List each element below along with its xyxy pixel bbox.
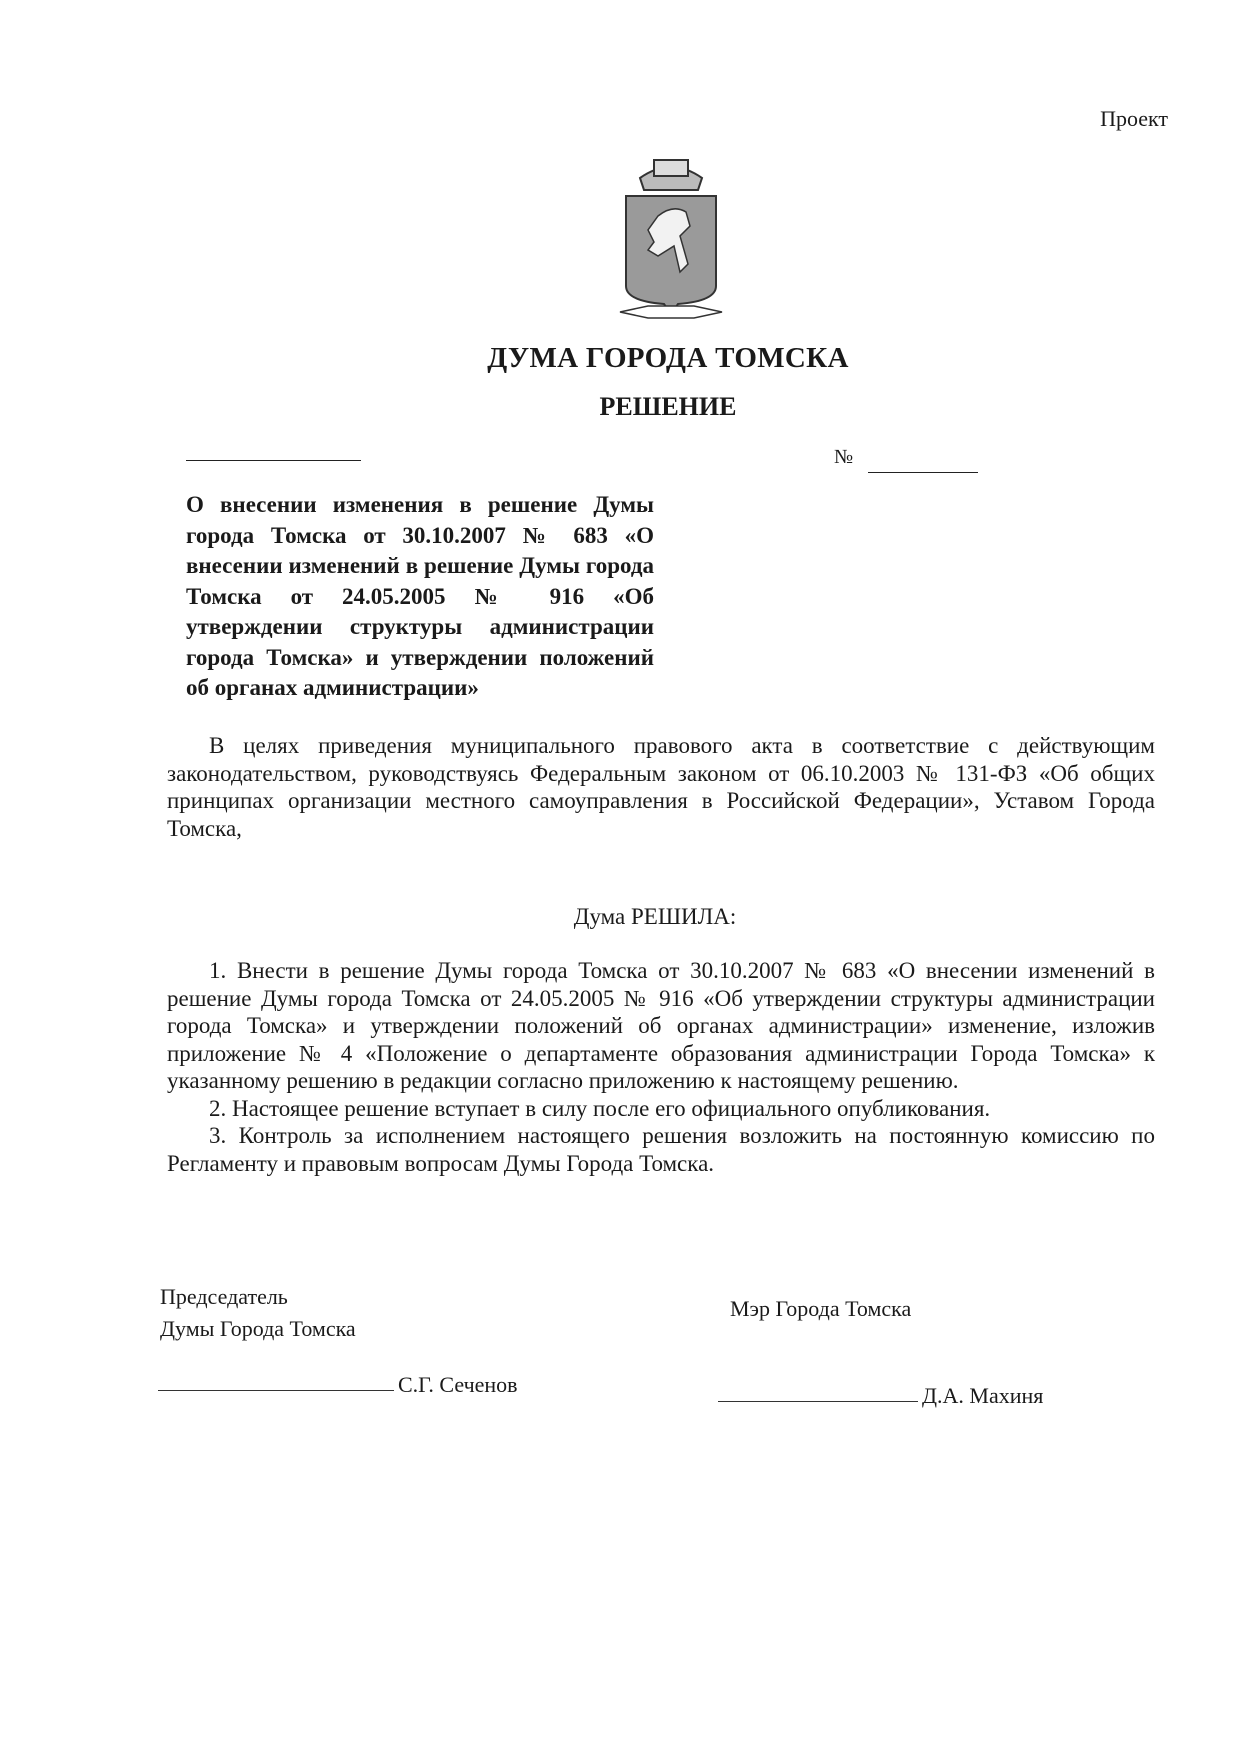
organization-title: ДУМА ГОРОДА ТОМСКА (487, 342, 849, 374)
preamble: В целях приведения муниципального правового акта в соответствие с действующим законодательством, руководствуясь Федеральным законом от 06.10.2003 № 131-ФЗ «Об общих принципах организации местного самоуправления в Российской Федерации», Уставом Города Томска, (167, 733, 1155, 841)
number-label: № (834, 446, 854, 468)
mayor-title: Мэр Города Томска (730, 1296, 912, 1321)
chair-title (160, 1281, 356, 1345)
decision-items (167, 957, 1155, 1177)
mayor-signature-line (718, 1401, 918, 1402)
chair-title-line: Председатель (160, 1284, 288, 1309)
decision-item: 2. Настоящее решение вступает в силу после его официального опубликования. (209, 1095, 991, 1121)
decision-item: 3. Контроль за исполнением настоящего решения возложить на постоянную комиссию по Регламенту и правовым вопросам Думы Города Томска. (167, 1123, 1155, 1176)
chair-name: С.Г. Сеченов (398, 1372, 518, 1397)
date-blank-line (186, 460, 361, 461)
decided-heading: Дума РЕШИЛА: (573, 904, 737, 929)
document-type: РЕШЕНИЕ (599, 392, 737, 421)
chair-signature-line (158, 1390, 394, 1391)
chair-title-line: Думы Города Томска (160, 1316, 356, 1341)
number-blank-line (868, 472, 978, 473)
mayor-name: Д.А. Махиня (922, 1383, 1044, 1408)
decision-item: 1. Внести в решение Думы города Томска от 30.10.2007 № 683 «О внесении изменений в решение Думы города Томска от 24.05.2005 № 916 «Об утверждении структуры администрации города Томска» и утверждении положений об органах администрации» изменение, изложив приложение № 4 «Положение о департаменте образования администрации Города Томска» к указанному решению в редакции согласно приложению к настоящему решению. (167, 958, 1155, 1093)
project-label: Проект (1100, 106, 1168, 131)
decision-subject: О внесении изменения в решение Думы города Томска от 30.10.2007 № 683 «О внесении изменений в решение Думы города Томска от 24.05.2005 № 916 «Об утверждении структуры администрации города Томска» и утверждении положений об органах администрации» (186, 492, 654, 700)
coat-of-arms-icon (618, 146, 724, 324)
